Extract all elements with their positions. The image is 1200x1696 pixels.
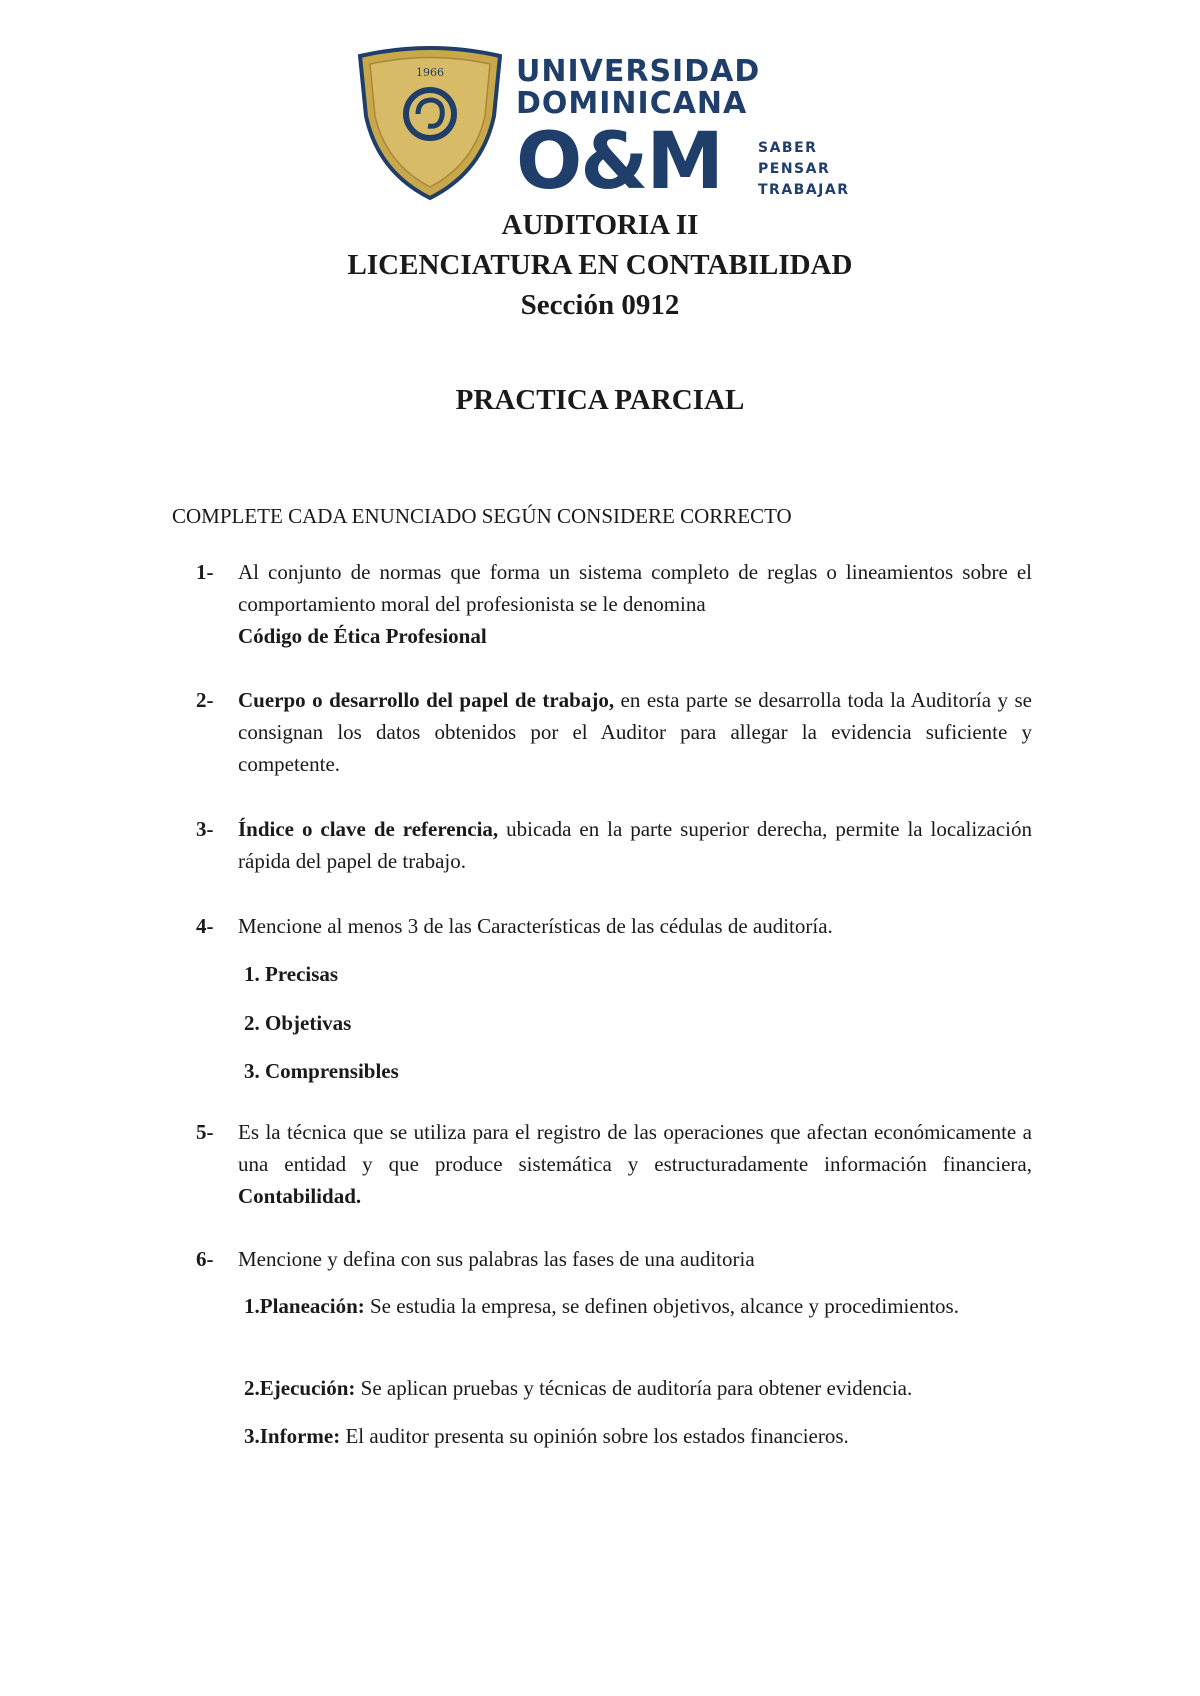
motto-line: TRABAJAR: [758, 182, 850, 198]
question-number: 2-: [196, 688, 214, 712]
motto: [758, 138, 850, 201]
motto-line: PENSAR: [758, 161, 831, 177]
question-number: 1-: [196, 560, 214, 584]
university-logo: [354, 46, 854, 207]
crest-shield-icon: [354, 46, 506, 202]
question-2: [196, 684, 1032, 780]
phase-label: 1.Planeación:: [244, 1294, 365, 1318]
question-4: [196, 910, 1032, 942]
question-1: [196, 556, 1032, 652]
question-text: Al conjunto de normas que forma un sistema completo de reglas o lineamientos sobre el comportamiento moral del profesionista se le denomina: [238, 560, 1032, 616]
question-number: 4-: [196, 914, 214, 938]
section-title: Sección 0912: [520, 289, 680, 321]
phase-item: [244, 1420, 1032, 1452]
question-body: [238, 556, 1032, 652]
document-headings: [0, 205, 1200, 325]
question-body: [238, 1116, 1032, 1212]
phase-text: Se estudia la empresa, se definen objetivos, alcance y procedimientos.: [364, 1294, 959, 1318]
question-text: Mencione y defina con sus palabras las fases de una auditoria: [238, 1247, 755, 1271]
question-3: [196, 813, 1032, 877]
question-answer: Código de Ética Profesional: [238, 624, 487, 648]
question-lead: Cuerpo o desarrollo del papel de trabajo,: [238, 688, 615, 712]
question-text: en esta parte se desarrolla toda la Auditoría y se consignan los datos obtenidos por el Auditor para allegar la evidencia suficiente y competente.: [238, 688, 1032, 776]
question-body: [238, 1243, 1032, 1275]
crest-year: 1966: [416, 66, 444, 79]
motto-line: SABER: [758, 140, 818, 156]
phase-label: 3.Informe:: [244, 1424, 341, 1448]
program-title: LICENCIATURA EN CONTABILIDAD: [347, 249, 853, 281]
question-6: [196, 1243, 1032, 1275]
question-lead: Índice o clave de referencia,: [238, 817, 499, 841]
wordmark: [516, 54, 761, 207]
wordmark-monogram: O&M: [516, 117, 722, 207]
list-item: 2. Objetivas: [244, 1011, 352, 1035]
question-number: 3-: [196, 817, 214, 841]
question-body: [238, 910, 1032, 942]
question-5: [196, 1116, 1032, 1212]
phase-text: Se aplican pruebas y técnicas de auditoría para obtener evidencia.: [355, 1376, 913, 1400]
page-title: PRACTICA PARCIAL: [455, 384, 745, 416]
question-answer: Contabilidad.: [238, 1184, 362, 1208]
course-title: AUDITORIA II: [501, 209, 699, 241]
question-body: [238, 684, 1032, 780]
phase-item: [244, 1290, 1032, 1322]
phase-label: 2.Ejecución:: [244, 1376, 356, 1400]
question-number: 5-: [196, 1120, 214, 1144]
question-text: Es la técnica que se utiliza para el registro de las operaciones que afectan económicamente a una entidad y que produce sistemática y estructuradamente información financiera,: [238, 1120, 1032, 1176]
phase-text: El auditor presenta su opinión sobre los estados financieros.: [340, 1424, 849, 1448]
question-number: 6-: [196, 1247, 214, 1271]
question-text: ubicada en la parte superior derecha, permite la localización rápida del papel de trabajo.: [238, 817, 1032, 873]
list-item: 3. Comprensibles: [244, 1059, 399, 1083]
question-body: [238, 813, 1032, 877]
phase-item: [244, 1372, 1032, 1404]
wordmark-line1: UNIVERSIDAD: [516, 54, 761, 89]
wordmark-line2: DOMINICANA: [516, 86, 748, 121]
list-item: 1. Precisas: [244, 962, 339, 986]
instructions: COMPLETE CADA ENUNCIADO SEGÚN CONSIDERE CORRECTO: [172, 504, 792, 528]
question-text: Mencione al menos 3 de las Características de las cédulas de auditoría.: [238, 914, 833, 938]
